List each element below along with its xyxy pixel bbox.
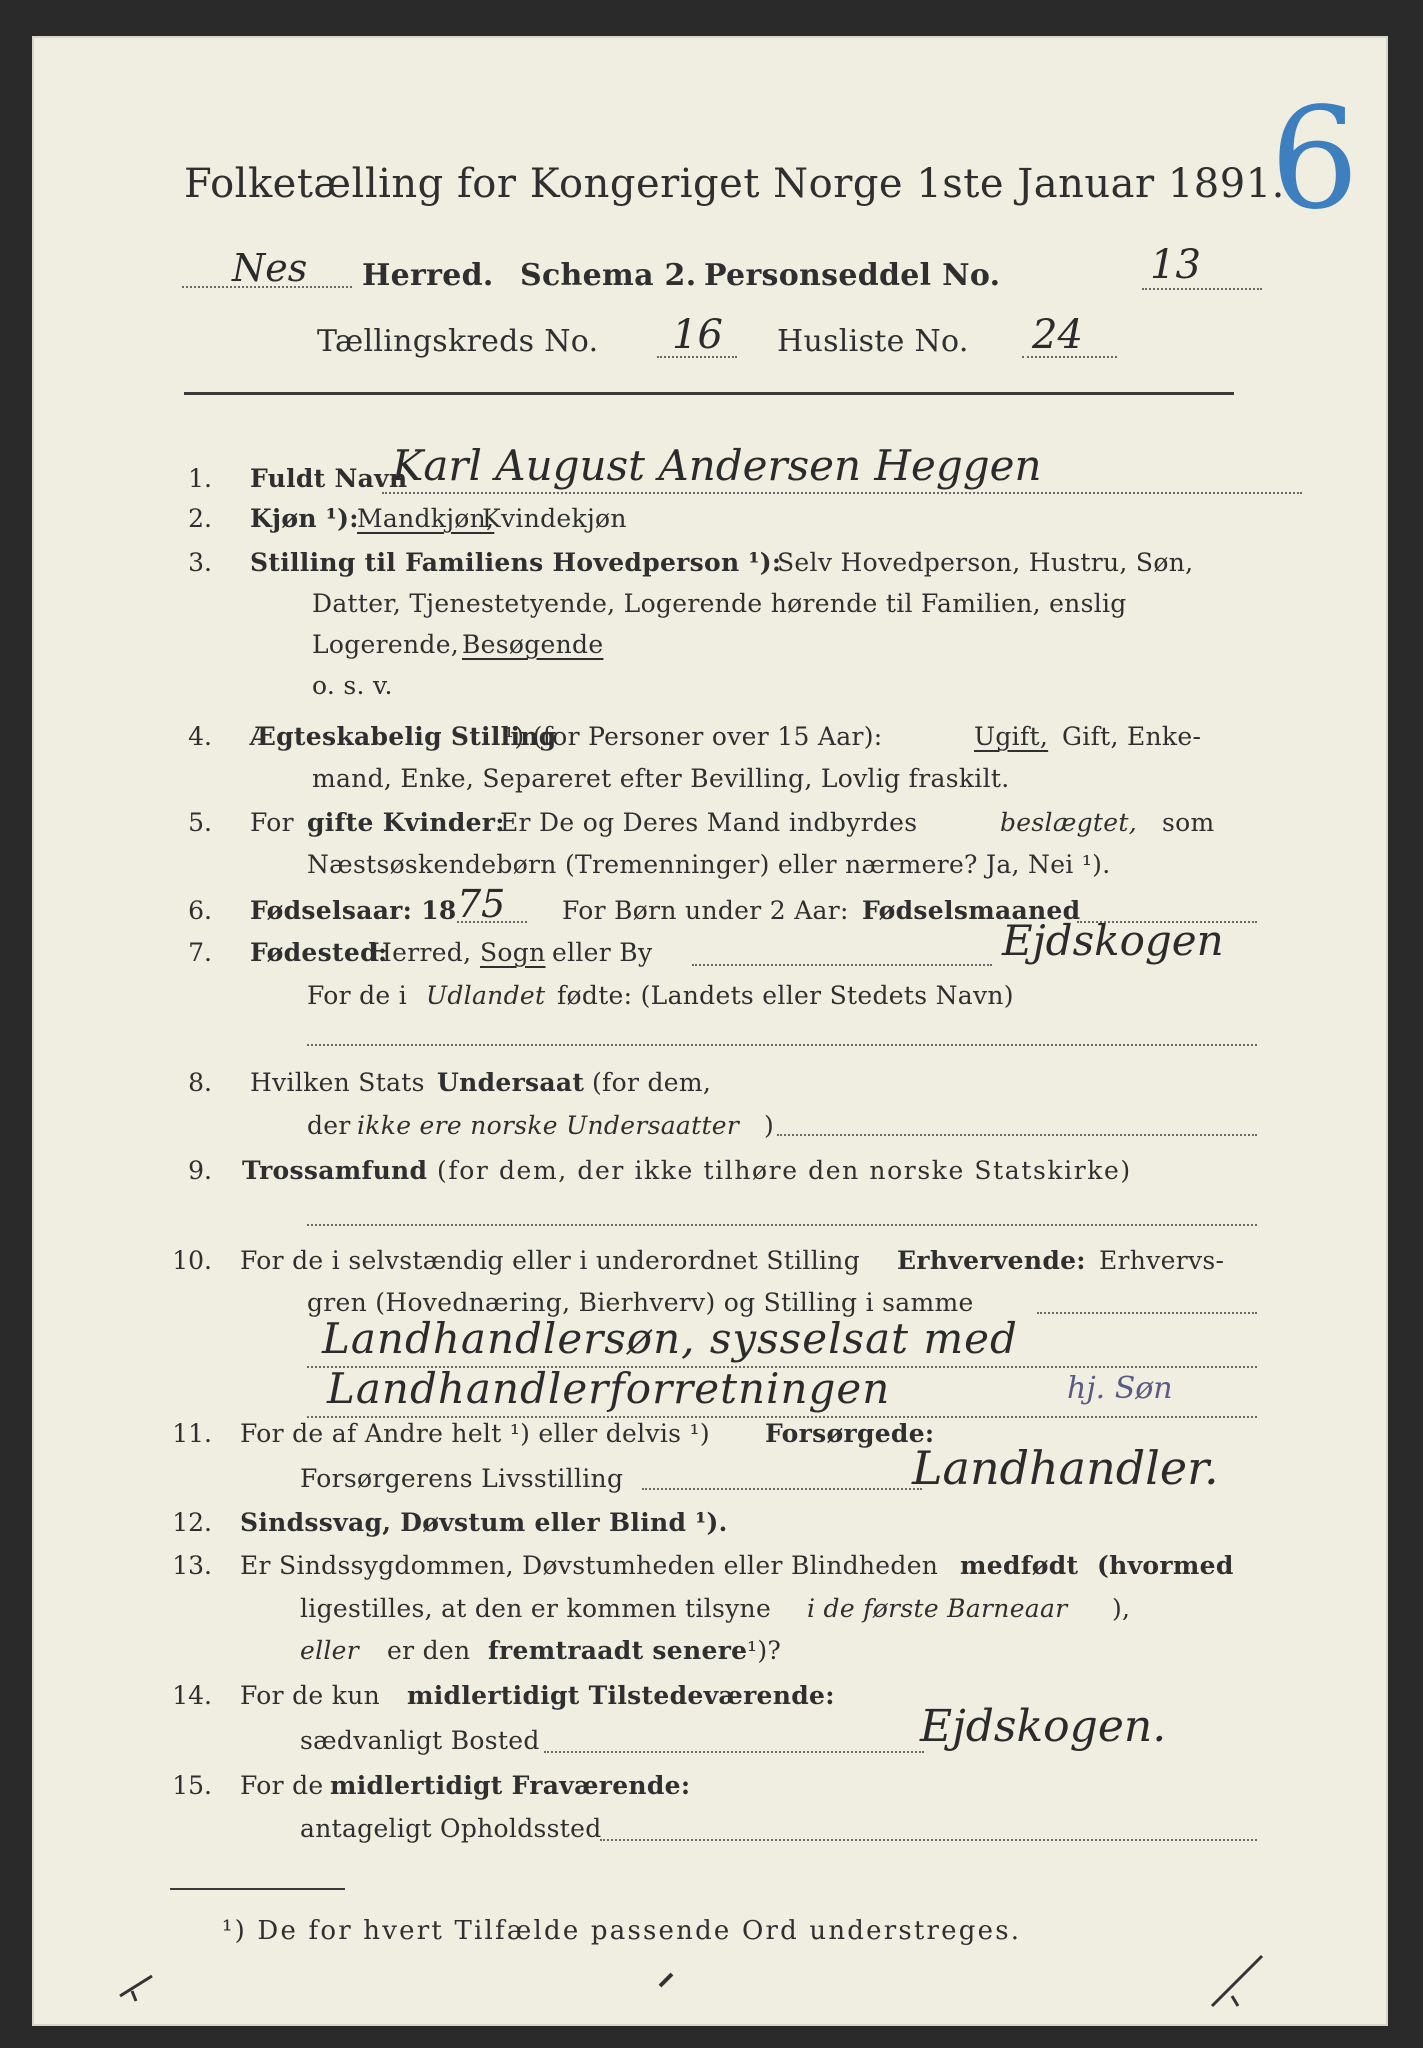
q10-label: Erhvervende:	[897, 1246, 1086, 1275]
page-number-mark: 6	[1270, 78, 1360, 241]
census-form-sheet	[32, 36, 1388, 2026]
footnote-rule	[170, 1888, 345, 1890]
schema-label: Schema 2.	[520, 258, 697, 293]
q3-line1: Selv Hovedperson, Hustru, Søn,	[777, 548, 1194, 577]
a10-note: hj. Søn	[1067, 1371, 1173, 1406]
q7-option-parish-underlined: Sogn	[480, 938, 546, 967]
q11-line2: Forsørgerens Livsstilling	[300, 1464, 624, 1493]
q4-line1: ¹) (for Personer over 15 Aar):	[504, 722, 883, 751]
q8-text: (for dem,	[592, 1068, 712, 1097]
q2-option-male-underlined: Mandkjøn,	[357, 504, 495, 533]
q3-label: Stilling til Familiens Hovedperson ¹):	[250, 548, 782, 577]
q5-text: som	[1162, 808, 1215, 837]
kreds-value: 16	[672, 312, 723, 358]
q14-text: For de kun	[240, 1681, 381, 1710]
q6-text: For Børn under 2 Aar:	[562, 896, 849, 925]
item-number: 2.	[188, 504, 212, 533]
a10-occupation-line2: Landhandlerforretningen	[327, 1364, 891, 1413]
q8-line2: )	[764, 1111, 775, 1140]
q13-line3-italic: eller	[300, 1636, 360, 1665]
q15-line2: antageligt Opholdssted	[300, 1814, 602, 1843]
q7-line2: fødte: (Landets eller Stedets Navn)	[557, 981, 1014, 1010]
q13-line2-italic: i de første Barneaar	[807, 1594, 1068, 1623]
ink-stroke	[1212, 1956, 1262, 2006]
ink-stroke	[120, 1976, 152, 2001]
q9-label: Trossamfund	[242, 1156, 428, 1185]
q7-line2-italic: Udlandet	[426, 981, 546, 1010]
header-rule	[184, 392, 1234, 395]
q4-option-unmarried-underlined: Ugift,	[974, 722, 1049, 751]
q11-text: For de af Andre helt ¹) eller delvis ¹)	[240, 1419, 710, 1448]
form-title: Folketælling for Kongeriget Norge 1ste Januar 1891.	[184, 161, 1285, 207]
q4-line2: mand, Enke, Separeret efter Bevilling, Lovlig fraskilt.	[312, 764, 1010, 793]
q13-text: (hvormed	[1097, 1551, 1234, 1580]
q7-label: Fødested:	[250, 938, 388, 967]
q11-label: Forsørgede:	[765, 1419, 935, 1448]
q13-line2: ),	[1112, 1594, 1131, 1623]
item-number: 1.	[188, 464, 212, 493]
q2-label: Kjøn ¹):	[250, 504, 359, 533]
q6-label: Fødselsaar: 18	[250, 896, 457, 925]
q5-text: For	[250, 808, 294, 837]
q10-text: For de i selvstændig eller i underordnet Stilling	[240, 1246, 861, 1275]
husliste-value: 24	[1032, 312, 1083, 358]
q3-option-visitor-underlined: Besøgende	[462, 630, 604, 659]
item-number: 7.	[188, 938, 212, 967]
q7-line2: For de i	[307, 981, 408, 1010]
q4-line1-rest: Gift, Enke-	[1062, 722, 1202, 751]
a11-provider-occupation: Landhandler.	[912, 1441, 1219, 1495]
q15-text: For de	[240, 1771, 324, 1800]
q13-label: medfødt	[960, 1551, 1079, 1580]
q8-text: Hvilken Stats	[250, 1068, 425, 1097]
q5-text-italic: beslægtet,	[1000, 808, 1137, 837]
a14-usual-residence: Ejdskogen.	[920, 1701, 1167, 1752]
item-number: 12.	[172, 1508, 212, 1537]
herred-label: Herred.	[362, 258, 494, 293]
q8-line2-italic: ikke ere norske Undersaatter	[357, 1111, 740, 1140]
ink-marks	[32, 1936, 1388, 2026]
q13-line3-label: fremtraadt senere	[488, 1636, 748, 1665]
q7-text: Herred,	[370, 938, 472, 967]
q3-line2: Datter, Tjenestetyende, Logerende hørende til Familien, enslig	[312, 589, 1127, 618]
q13-line3: ¹)?	[747, 1636, 782, 1665]
husliste-label: Husliste No.	[777, 324, 969, 359]
q13-line3: er den	[387, 1636, 471, 1665]
q14-line2: sædvanligt Bosted	[300, 1726, 540, 1755]
item-number: 14.	[172, 1681, 212, 1710]
item-number: 4.	[188, 722, 212, 751]
q15-label: midlertidigt Fraværende:	[330, 1771, 691, 1800]
q5-label: gifte Kvinder:	[307, 808, 505, 837]
item-number: 13.	[172, 1551, 212, 1580]
kreds-label: Tællingskreds No.	[317, 324, 599, 359]
item-number: 11.	[172, 1419, 212, 1448]
q12-label: Sindssvag, Døvstum eller Blind ¹).	[240, 1508, 728, 1537]
q5-line2: Næstsøskendebørn (Tremenninger) eller nærmere? Ja, Nei ¹).	[307, 850, 1111, 879]
q1-label: Fuldt Navn	[250, 464, 408, 493]
q8-line2: der	[307, 1111, 351, 1140]
a6-birth-year: 75	[457, 882, 506, 926]
q14-label: midlertidigt Tilstedeværende:	[407, 1681, 835, 1710]
q7-text: eller By	[552, 938, 653, 967]
personseddel-label: Personseddel No.	[704, 258, 1001, 293]
q8-label: Undersaat	[437, 1068, 585, 1097]
personseddel-value: 13	[1150, 242, 1201, 288]
q6-label-month: Fødselsmaaned	[862, 896, 1081, 925]
q2-option-female: Kvindekjøn	[482, 504, 627, 533]
a10-occupation-line1: Landhandlersøn, sysselsat med	[322, 1314, 1018, 1363]
q3-line3: Logerende,	[312, 630, 460, 659]
item-number: 9.	[188, 1156, 212, 1185]
item-number: 3.	[188, 548, 212, 577]
q3-line4: o. s. v.	[312, 671, 393, 700]
item-number: 5.	[188, 808, 212, 837]
item-number: 8.	[188, 1068, 212, 1097]
q10-line2: gren (Hovednæring, Bierhverv) og Stilling i samme	[307, 1288, 974, 1317]
a7-birthplace: Ejdskogen	[1002, 916, 1224, 965]
herred-value: Nes	[232, 246, 308, 290]
footnote: ¹) De for hvert Tilfælde passende Ord understreges.	[222, 1916, 1022, 1946]
item-number: 6.	[188, 896, 212, 925]
item-number: 10.	[172, 1246, 212, 1275]
ink-stroke	[660, 1974, 672, 1986]
q9-text: (for dem, der ikke tilhøre den norske Statskirke)	[437, 1156, 1132, 1185]
a1-full-name: Karl August Andersen Heggen	[392, 441, 1042, 490]
q4-label: Ægteskabelig Stilling	[250, 722, 557, 751]
q13-text: Er Sindssygdommen, Døvstumheden eller Blindheden	[240, 1551, 939, 1580]
q13-line2: ligestilles, at den er kommen tilsyne	[300, 1594, 772, 1623]
item-number: 15.	[172, 1771, 212, 1800]
q10-text: Erhvervs-	[1099, 1246, 1225, 1275]
q5-text: Er De og Deres Mand indbyrdes	[500, 808, 918, 837]
